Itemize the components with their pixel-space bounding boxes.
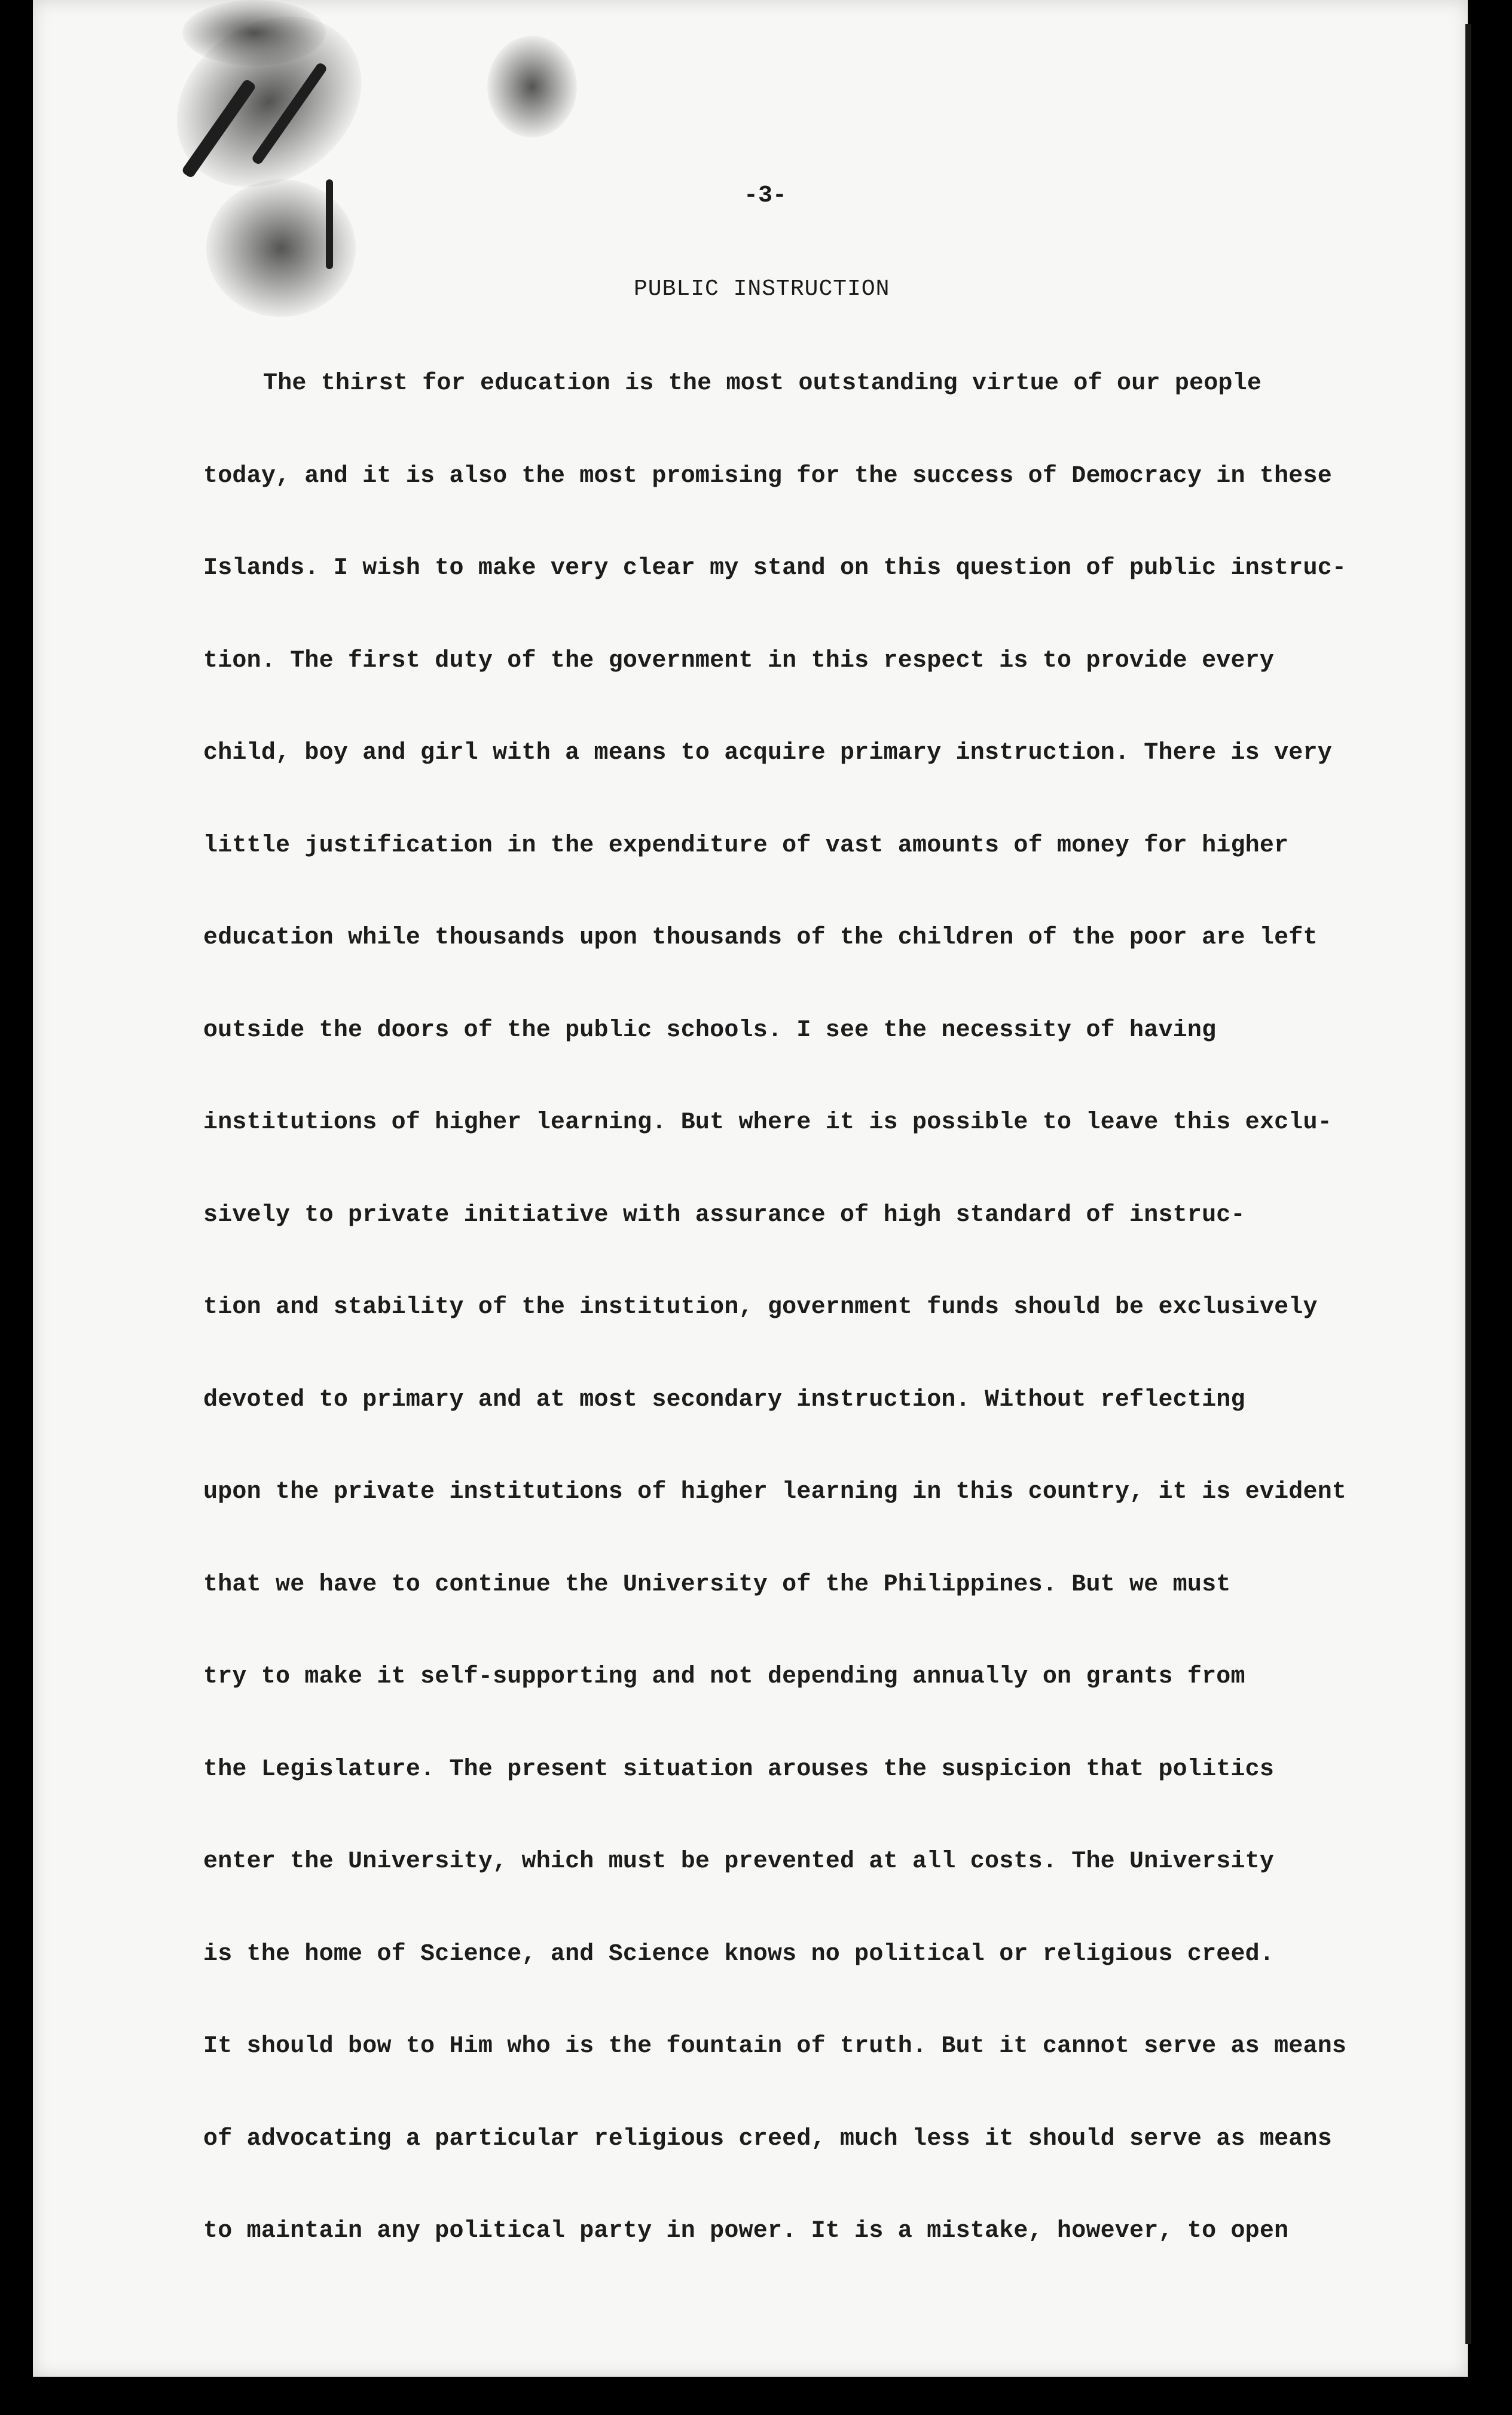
text-line: education while thousands upon thousands of the children of the poor are left bbox=[203, 924, 1318, 951]
text-line: is the home of Science, and Science knows no political or religious creed. bbox=[203, 1940, 1275, 1968]
text-line: Islands. I wish to make very clear my stand on this question of public instruc- bbox=[203, 555, 1347, 582]
text-line: try to make it self-supporting and not depending annually on grants from bbox=[203, 1663, 1245, 1690]
ink-smudge bbox=[206, 179, 356, 317]
text-line: outside the doors of the public schools. I see the necessity of having bbox=[203, 1016, 1217, 1044]
page-number: -3- bbox=[743, 182, 787, 209]
text-line: devoted to primary and at most secondary instruction. Without reflecting bbox=[203, 1386, 1245, 1413]
text-line: institutions of higher learning. But where it is possible to leave this exclu- bbox=[203, 1109, 1332, 1136]
text-line: the Legislature. The present situation arouses the suspicion that politics bbox=[203, 1755, 1275, 1783]
text-line: to maintain any political party in power. It is a mistake, however, to open bbox=[203, 2218, 1289, 2245]
text-line: sively to private initiative with assurance of high standard of instruc- bbox=[203, 1201, 1245, 1229]
text-line: child, boy and girl with a means to acquire primary instruction. There is very bbox=[203, 740, 1332, 767]
text-line: It should bow to Him who is the fountain of truth. But it cannot serve as means bbox=[203, 2033, 1347, 2060]
text-line: enter the University, which must be prevented at all costs. The University bbox=[203, 1848, 1275, 1875]
body-text bbox=[203, 366, 1447, 2306]
text-line: little justification in the expenditure of vast amounts of money for higher bbox=[203, 832, 1289, 859]
text-line: of advocating a particular religious creed, much less it should serve as means bbox=[203, 2125, 1332, 2153]
ink-smudge bbox=[487, 36, 577, 138]
text-line: today, and it is also the most promising for the success of Democracy in these bbox=[203, 462, 1332, 490]
ink-streak bbox=[326, 179, 333, 269]
text-line: upon the private institutions of higher learning in this country, it is evident bbox=[203, 1479, 1347, 1506]
section-title: PUBLIC INSTRUCTION bbox=[634, 276, 890, 302]
text-line: tion. The first duty of the government in this respect is to provide every bbox=[203, 647, 1275, 674]
text-line: tion and stability of the institution, government funds should be exclusively bbox=[203, 1294, 1318, 1321]
text-line: The thirst for education is the most outstanding virtue of our people bbox=[263, 370, 1262, 397]
page-edge bbox=[1465, 24, 1471, 2344]
text-line: that we have to continue the University of the Philippines. But we must bbox=[203, 1571, 1231, 1598]
